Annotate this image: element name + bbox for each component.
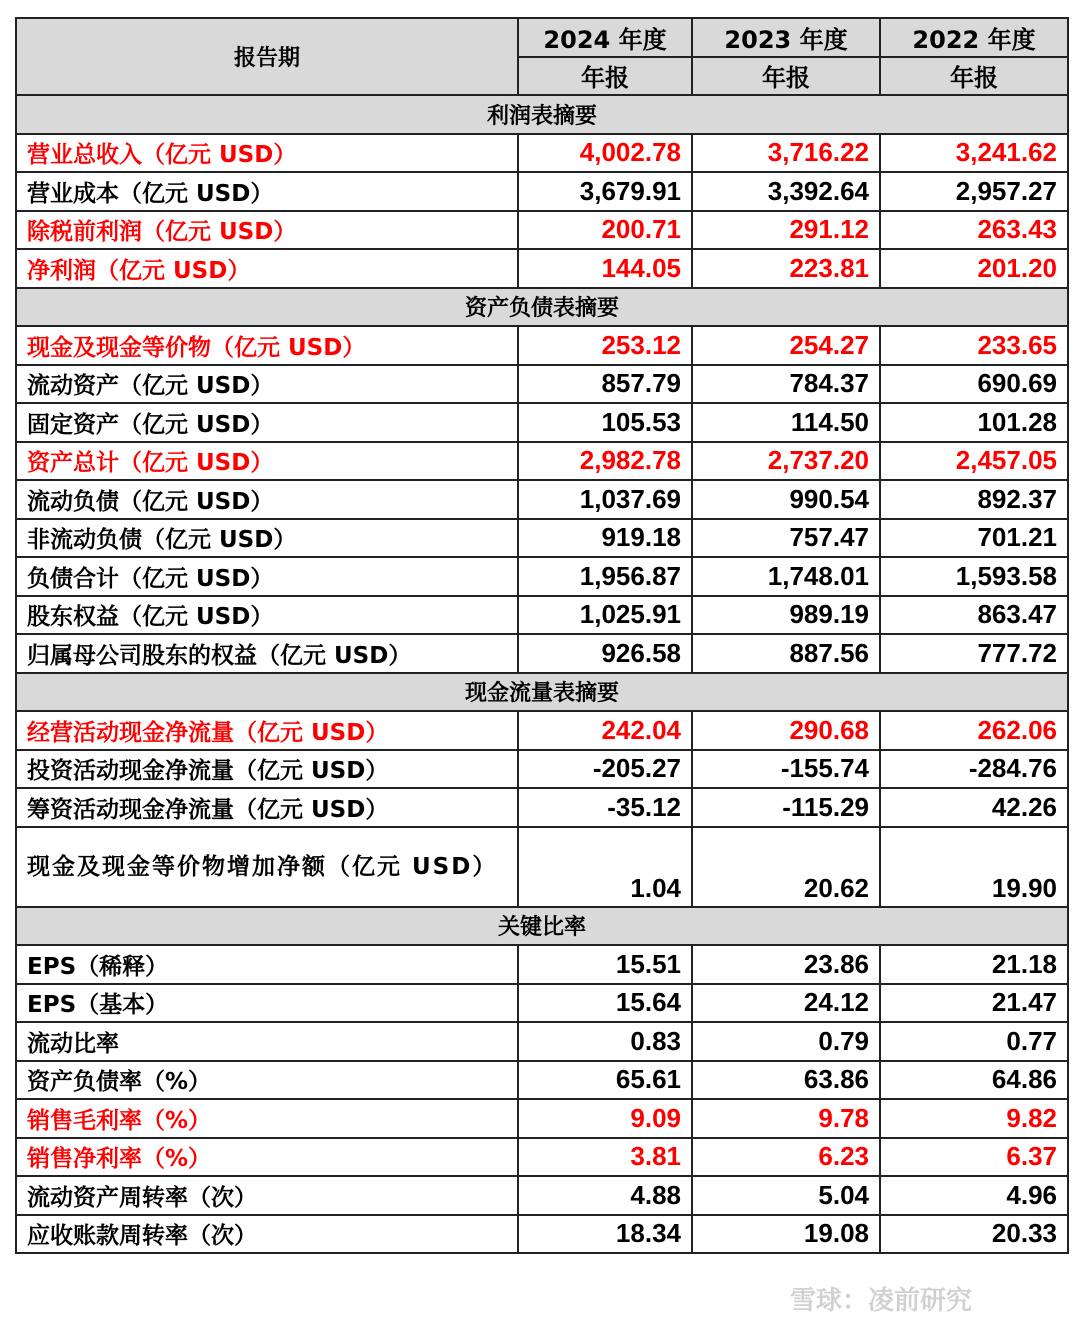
table-row (16, 1099, 1068, 1138)
year-header-2024: 2024 年度 (518, 18, 692, 57)
row-label: 负债合计（亿元 USD） (16, 557, 518, 596)
value-cell: 4.88 (518, 1176, 692, 1215)
value-cell: 263.43 (880, 211, 1068, 250)
value-cell: 20.62 (692, 827, 880, 907)
value-cell: 1,025.91 (518, 596, 692, 635)
value-cell: 19.08 (692, 1215, 880, 1254)
row-label: 现金及现金等价物（亿元 USD） (16, 326, 518, 365)
value-cell: 0.83 (518, 1022, 692, 1061)
value-cell: 290.68 (692, 711, 880, 750)
value-cell: 1,748.01 (692, 557, 880, 596)
value-cell: -155.74 (692, 750, 880, 789)
table-row (16, 711, 1068, 750)
report-period-header: 报告期 (16, 18, 518, 95)
section-title: 现金流量表摘要 (16, 673, 1068, 712)
value-cell: 2,457.05 (880, 442, 1068, 481)
watermark: 雪球：凌前研究 (790, 1286, 973, 1316)
section-title: 利润表摘要 (16, 95, 1068, 134)
row-label: 投资活动现金净流量（亿元 USD） (16, 750, 518, 789)
table-row (16, 557, 1068, 596)
value-cell: 0.77 (880, 1022, 1068, 1061)
row-label: 流动资产（亿元 USD） (16, 365, 518, 404)
row-label: EPS（基本） (16, 984, 518, 1023)
value-cell: 23.86 (692, 945, 880, 984)
value-cell: 4,002.78 (518, 134, 692, 173)
table-row (16, 1061, 1068, 1100)
value-cell: 784.37 (692, 365, 880, 404)
value-cell: 3,716.22 (692, 134, 880, 173)
value-cell: 63.86 (692, 1061, 880, 1100)
value-cell: 114.50 (692, 403, 880, 442)
value-cell: 291.12 (692, 211, 880, 250)
value-cell: 1,593.58 (880, 557, 1068, 596)
report-type-2022: 年报 (880, 57, 1068, 96)
value-cell: 21.18 (880, 945, 1068, 984)
value-cell: 3,679.91 (518, 172, 692, 211)
section-header-row (16, 907, 1068, 946)
value-cell: 3.81 (518, 1138, 692, 1177)
value-cell: 24.12 (692, 984, 880, 1023)
value-cell: 15.64 (518, 984, 692, 1023)
table-row (16, 403, 1068, 442)
value-cell: 15.51 (518, 945, 692, 984)
table-row (16, 249, 1068, 288)
value-cell: 65.61 (518, 1061, 692, 1100)
table-row (16, 519, 1068, 558)
section-title: 关键比率 (16, 907, 1068, 946)
row-label: 归属母公司股东的权益（亿元 USD） (16, 634, 518, 673)
row-label: 经营活动现金净流量（亿元 USD） (16, 711, 518, 750)
year-header-2022: 2022 年度 (880, 18, 1068, 57)
value-cell: 201.20 (880, 249, 1068, 288)
value-cell: 3,241.62 (880, 134, 1068, 173)
value-cell: 3,392.64 (692, 172, 880, 211)
table-row (16, 365, 1068, 404)
row-label: 销售净利率（%） (16, 1138, 518, 1177)
row-label: 净利润（亿元 USD） (16, 249, 518, 288)
value-cell: 42.26 (880, 788, 1068, 827)
value-cell: 64.86 (880, 1061, 1068, 1100)
value-cell: 2,957.27 (880, 172, 1068, 211)
table-row (16, 211, 1068, 250)
value-cell: 926.58 (518, 634, 692, 673)
value-cell: 253.12 (518, 326, 692, 365)
value-cell: 1,956.87 (518, 557, 692, 596)
value-cell: 777.72 (880, 634, 1068, 673)
table-row (16, 827, 1068, 907)
report-type-2024: 年报 (518, 57, 692, 96)
value-cell: 254.27 (692, 326, 880, 365)
value-cell: 18.34 (518, 1215, 692, 1254)
value-cell: 6.23 (692, 1138, 880, 1177)
row-label: 流动负债（亿元 USD） (16, 480, 518, 519)
row-label: 股东权益（亿元 USD） (16, 596, 518, 635)
row-label: 非流动负债（亿元 USD） (16, 519, 518, 558)
table-row (16, 984, 1068, 1023)
value-cell: 9.78 (692, 1099, 880, 1138)
value-cell: 0.79 (692, 1022, 880, 1061)
report-type-2023: 年报 (692, 57, 880, 96)
financial-summary-table (15, 17, 1069, 1254)
table-row (16, 1176, 1068, 1215)
value-cell: 9.09 (518, 1099, 692, 1138)
value-cell: 2,737.20 (692, 442, 880, 481)
value-cell: 857.79 (518, 365, 692, 404)
value-cell: 2,982.78 (518, 442, 692, 481)
table-body (16, 95, 1068, 1253)
row-label: 流动资产周转率（次） (16, 1176, 518, 1215)
value-cell: -205.27 (518, 750, 692, 789)
value-cell: 144.05 (518, 249, 692, 288)
row-label: 营业总收入（亿元 USD） (16, 134, 518, 173)
year-header-2023: 2023 年度 (692, 18, 880, 57)
value-cell: 200.71 (518, 211, 692, 250)
value-cell: 105.53 (518, 403, 692, 442)
table-row (16, 480, 1068, 519)
table-row (16, 326, 1068, 365)
table-row (16, 750, 1068, 789)
value-cell: -115.29 (692, 788, 880, 827)
row-label: 资产总计（亿元 USD） (16, 442, 518, 481)
row-label: 资产负债率（%） (16, 1061, 518, 1100)
value-cell: 101.28 (880, 403, 1068, 442)
table-row (16, 634, 1068, 673)
section-header-row (16, 95, 1068, 134)
row-label: EPS（稀释） (16, 945, 518, 984)
value-cell: 20.33 (880, 1215, 1068, 1254)
value-cell: 242.04 (518, 711, 692, 750)
table-row (16, 1138, 1068, 1177)
section-header-row (16, 673, 1068, 712)
table-row (16, 172, 1068, 211)
value-cell: 919.18 (518, 519, 692, 558)
row-label: 流动比率 (16, 1022, 518, 1061)
value-cell: 1.04 (518, 827, 692, 907)
value-cell: -35.12 (518, 788, 692, 827)
value-cell: 1,037.69 (518, 480, 692, 519)
section-title: 资产负债表摘要 (16, 288, 1068, 327)
value-cell: 233.65 (880, 326, 1068, 365)
row-label: 除税前利润（亿元 USD） (16, 211, 518, 250)
value-cell: 223.81 (692, 249, 880, 288)
value-cell: 887.56 (692, 634, 880, 673)
table-row (16, 1022, 1068, 1061)
value-cell: 262.06 (880, 711, 1068, 750)
table-row (16, 596, 1068, 635)
row-label: 应收账款周转率（次） (16, 1215, 518, 1254)
row-label: 销售毛利率（%） (16, 1099, 518, 1138)
section-header-row (16, 288, 1068, 327)
row-label: 筹资活动现金净流量（亿元 USD） (16, 788, 518, 827)
table-row (16, 442, 1068, 481)
row-label: 营业成本（亿元 USD） (16, 172, 518, 211)
value-cell: 989.19 (692, 596, 880, 635)
table-row (16, 945, 1068, 984)
value-cell: 863.47 (880, 596, 1068, 635)
value-cell: 6.37 (880, 1138, 1068, 1177)
table-row (16, 788, 1068, 827)
value-cell: 701.21 (880, 519, 1068, 558)
row-label: 现金及现金等价物增加净额（亿元 USD） (16, 827, 518, 907)
value-cell: 757.47 (692, 519, 880, 558)
value-cell: 892.37 (880, 480, 1068, 519)
value-cell: 21.47 (880, 984, 1068, 1023)
value-cell: 990.54 (692, 480, 880, 519)
value-cell: 690.69 (880, 365, 1068, 404)
table-row (16, 1215, 1068, 1254)
value-cell: 9.82 (880, 1099, 1068, 1138)
value-cell: 4.96 (880, 1176, 1068, 1215)
value-cell: 19.90 (880, 827, 1068, 907)
table-row (16, 134, 1068, 173)
value-cell: 5.04 (692, 1176, 880, 1215)
value-cell: -284.76 (880, 750, 1068, 789)
row-label: 固定资产（亿元 USD） (16, 403, 518, 442)
